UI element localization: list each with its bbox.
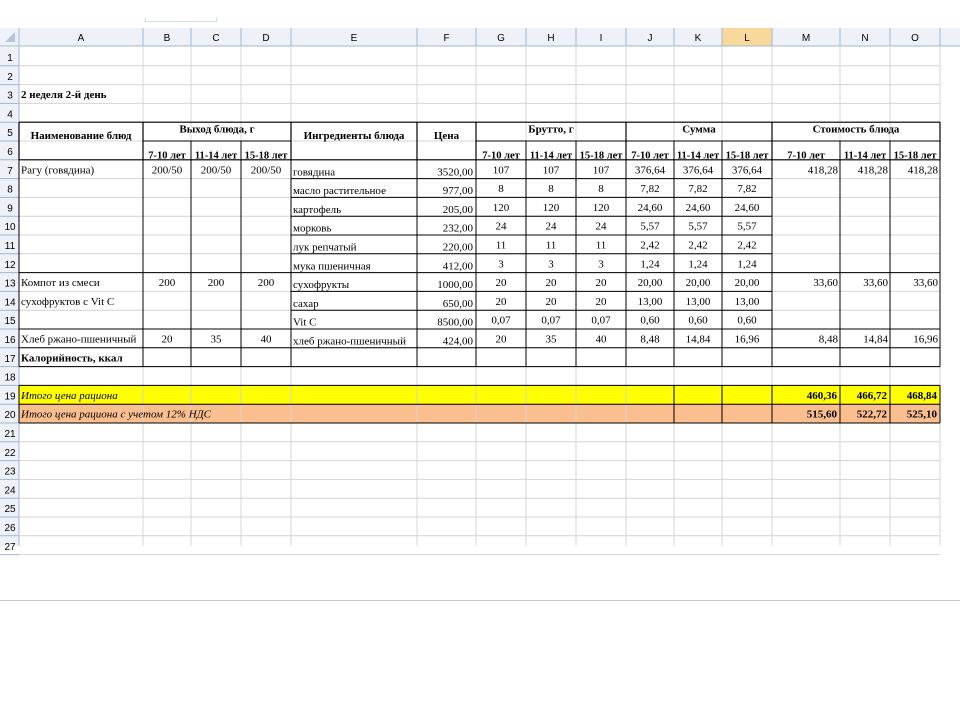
ingredient-gross: 107 xyxy=(542,164,560,177)
row-header-3[interactable]: 3 xyxy=(7,90,13,102)
ingredient-sum: 376,64 xyxy=(682,164,714,177)
row-header-11[interactable]: 11 xyxy=(4,241,16,252)
header-age-group: 15-18 лет xyxy=(725,150,769,162)
ingredient-sum: 7,82 xyxy=(640,183,660,196)
row-header-17[interactable]: 17 xyxy=(4,353,16,365)
ingredient-sum: 8,48 xyxy=(640,333,660,346)
column-header-D[interactable]: D xyxy=(262,33,270,44)
dish-yield: 200/50 xyxy=(200,164,232,177)
ingredient-gross: 20 xyxy=(545,277,557,290)
row-header-9[interactable]: 9 xyxy=(7,203,13,215)
ingredient-sum: 20,00 xyxy=(734,277,760,290)
ingredient-name: сахар xyxy=(293,297,319,310)
total-value: 468,84 xyxy=(906,389,937,402)
row-header-19[interactable]: 19 xyxy=(4,391,16,403)
header-age-group: 7-10 лет xyxy=(787,150,825,162)
row-header-4[interactable]: 4 xyxy=(7,109,13,121)
ingredient-price: 205,00 xyxy=(442,203,473,216)
header-age-group: 11-14 лет xyxy=(529,150,573,162)
dish-cost: 8,48 xyxy=(818,333,838,346)
column-header-H[interactable]: H xyxy=(547,33,555,44)
ingredient-gross: 0,07 xyxy=(591,314,611,327)
ingredient-price: 977,00 xyxy=(442,185,473,198)
column-header-M[interactable]: M xyxy=(801,33,811,44)
ingredient-sum: 13,00 xyxy=(734,295,760,308)
ingredient-gross: 20 xyxy=(495,295,507,308)
row-header-8[interactable]: 8 xyxy=(7,184,13,196)
dish-cost: 33,60 xyxy=(913,277,938,290)
header-age-group: 15-18 лет xyxy=(893,150,937,162)
row-header-20[interactable]: 20 xyxy=(4,410,16,422)
ingredient-gross: 20 xyxy=(495,333,507,346)
ingredient-gross: 11 xyxy=(595,239,607,252)
header-age-group: 7-10 лет xyxy=(631,150,669,162)
calories-label: Калорийность, ккал xyxy=(21,352,123,365)
ingredient-sum: 376,64 xyxy=(731,164,763,177)
header-dish-cost: Стоимость блюда xyxy=(812,123,900,136)
ingredient-sum: 16,96 xyxy=(734,333,760,346)
header-gross: Брутто, г xyxy=(528,123,574,136)
column-header-I[interactable]: I xyxy=(599,33,603,44)
row-header-22[interactable]: 22 xyxy=(4,447,16,459)
column-header-K[interactable]: K xyxy=(694,33,702,44)
ingredient-gross: 120 xyxy=(592,201,610,214)
ingredient-gross: 120 xyxy=(492,201,510,214)
header-sum: Сумма xyxy=(682,123,716,136)
dish-cost: 16,96 xyxy=(913,333,938,346)
ingredient-gross: 24 xyxy=(595,220,607,233)
ingredient-price: 220,00 xyxy=(442,241,473,254)
ingredient-gross: 20 xyxy=(495,277,507,290)
ingredient-sum: 2,42 xyxy=(737,239,757,252)
total-vat-value: 515,60 xyxy=(806,408,837,421)
row-header-14[interactable]: 14 xyxy=(4,297,16,309)
dish-cost: 33,60 xyxy=(813,277,838,290)
column-header-B[interactable]: B xyxy=(163,33,171,44)
ingredient-sum: 24,60 xyxy=(734,201,760,214)
total-vat-value: 522,72 xyxy=(856,408,887,421)
ingredient-gross: 3 xyxy=(498,258,504,271)
column-header-F[interactable]: F xyxy=(443,33,450,44)
ingredient-gross: 3 xyxy=(548,258,554,271)
header-price: Цена xyxy=(433,130,460,142)
ingredient-name: хлеб ржано-пшеничный xyxy=(293,335,406,348)
ingredient-sum: 20,00 xyxy=(637,277,663,290)
ingredient-price: 232,00 xyxy=(442,222,473,235)
column-header-O[interactable]: O xyxy=(911,33,919,44)
row-header-1[interactable]: 1 xyxy=(7,53,13,64)
row-header-25[interactable]: 25 xyxy=(4,504,16,516)
row-header-10[interactable]: 10 xyxy=(4,222,16,234)
row-header-12[interactable]: 12 xyxy=(4,259,16,271)
dish-yield: 200 xyxy=(207,277,225,290)
ingredient-sum: 1,24 xyxy=(688,258,708,271)
ingredient-sum: 7,82 xyxy=(737,183,757,196)
dish-yield: 35 xyxy=(210,333,222,346)
sheet-title: 2 неделя 2-й день xyxy=(21,89,107,102)
dish-name: Хлеб ржано-пшеничный xyxy=(21,333,137,346)
dish-cost: 418,28 xyxy=(807,164,838,177)
total-value: 460,36 xyxy=(806,389,837,402)
ingredient-name: масло растительное xyxy=(293,185,386,198)
total-value: 466,72 xyxy=(856,389,887,402)
row-header-21[interactable]: 21 xyxy=(4,429,16,440)
header-age-group: 11-14 лет xyxy=(843,150,887,162)
dish-cost: 33,60 xyxy=(863,277,888,290)
dish-yield: 200/50 xyxy=(151,164,183,177)
ingredient-gross: 8 xyxy=(548,183,554,196)
header-dish-name: Наименование блюд xyxy=(30,130,132,142)
ingredient-gross: 24 xyxy=(495,220,507,233)
row-header-7[interactable]: 7 xyxy=(7,165,13,177)
ingredient-sum: 13,00 xyxy=(637,295,663,308)
ingredient-sum: 5,57 xyxy=(640,220,660,233)
row-header-18[interactable]: 18 xyxy=(4,372,16,384)
ingredient-gross: 107 xyxy=(492,164,510,177)
ingredient-sum: 24,60 xyxy=(685,201,711,214)
dish-cost: 418,28 xyxy=(907,164,938,177)
row-header-13[interactable]: 13 xyxy=(4,278,16,290)
column-header-N[interactable]: N xyxy=(861,33,869,44)
row-header-27[interactable]: 27 xyxy=(4,541,16,553)
dish-yield: 200 xyxy=(158,277,176,290)
ingredient-price: 8500,00 xyxy=(437,316,473,329)
ingredient-name: говядина xyxy=(293,166,336,179)
row-header-16[interactable]: 16 xyxy=(4,335,16,346)
ingredient-gross: 24 xyxy=(545,220,557,233)
ingredient-sum: 7,82 xyxy=(688,183,708,196)
total-vat-label: Итого цена рациона с учетом 12% НДС xyxy=(21,408,211,421)
row-header-5[interactable]: 5 xyxy=(7,128,13,140)
ingredient-sum: 0,60 xyxy=(737,314,757,327)
ingredient-sum: 1,24 xyxy=(737,258,757,271)
column-header-A[interactable]: A xyxy=(77,33,85,44)
ingredient-gross: 3 xyxy=(598,258,604,271)
ingredient-price: 412,00 xyxy=(442,260,473,273)
ingredient-sum: 5,57 xyxy=(737,220,757,233)
dish-name: сухофруктов с Vit C xyxy=(21,295,115,308)
ingredient-sum: 14,84 xyxy=(685,333,711,346)
ingredient-sum: 2,42 xyxy=(640,239,660,252)
dish-yield: 40 xyxy=(260,333,272,346)
ingredient-sum: 2,42 xyxy=(688,239,708,252)
dish-cost: 418,28 xyxy=(857,164,888,177)
header-age-group: 7-10 лет xyxy=(148,150,186,162)
ingredient-sum: 0,60 xyxy=(688,314,708,327)
ingredient-gross: 20 xyxy=(595,277,607,290)
header-yield: Выход блюда, г xyxy=(179,123,255,136)
ingredient-gross: 35 xyxy=(545,333,557,346)
column-header-J[interactable]: J xyxy=(647,33,653,44)
dish-yield: 200 xyxy=(257,277,275,290)
ingredient-sum: 1,24 xyxy=(640,258,660,271)
ingredient-gross: 11 xyxy=(545,239,557,252)
header-age-group: 7-10 лет xyxy=(482,150,520,162)
ingredient-sum: 20,00 xyxy=(685,277,711,290)
row-header-24[interactable]: 24 xyxy=(4,485,16,497)
sheet-bottom-edge xyxy=(0,600,960,601)
column-header-C[interactable]: C xyxy=(212,33,220,44)
ingredient-gross: 0,07 xyxy=(491,314,511,327)
ingredient-sum: 0,60 xyxy=(640,314,660,327)
ingredient-sum: 376,64 xyxy=(634,164,666,177)
header-age-group: 15-18 лет xyxy=(244,150,288,162)
ingredient-price: 3520,00 xyxy=(437,166,473,179)
ingredient-price: 424,00 xyxy=(442,335,473,348)
ingredient-price: 1000,00 xyxy=(437,279,473,292)
header-age-group: 15-18 лет xyxy=(579,150,623,162)
column-header-E[interactable]: E xyxy=(350,33,358,44)
ingredient-gross: 40 xyxy=(595,333,607,346)
ingredient-name: сухофрукты xyxy=(293,279,350,292)
ingredient-price: 650,00 xyxy=(442,297,473,310)
ingredient-gross: 8 xyxy=(598,183,604,196)
ingredient-gross: 20 xyxy=(545,295,557,308)
ingredient-gross: 11 xyxy=(495,239,507,252)
ingredient-gross: 120 xyxy=(542,201,560,214)
column-header-bar xyxy=(0,28,960,46)
ingredient-name: морковь xyxy=(293,222,332,235)
header-ingredients: Ингредиенты блюда xyxy=(303,130,405,142)
total-vat-value: 525,10 xyxy=(906,408,937,421)
dish-name: Рагу (говядина) xyxy=(21,164,95,177)
ingredient-gross: 20 xyxy=(595,295,607,308)
ingredient-name: Vit C xyxy=(293,316,317,329)
ingredient-gross: 8 xyxy=(498,183,504,196)
ingredient-sum: 13,00 xyxy=(685,295,711,308)
ingredient-name: картофель xyxy=(293,203,342,216)
header-age-group: 11-14 лет xyxy=(194,150,238,162)
ingredient-sum: 5,57 xyxy=(688,220,708,233)
dish-yield: 200/50 xyxy=(250,164,282,177)
row-header-23[interactable]: 23 xyxy=(4,466,16,478)
column-header-G[interactable]: G xyxy=(497,33,505,44)
total-label: Итого цена рациона xyxy=(21,389,118,402)
dish-yield: 20 xyxy=(161,333,173,346)
ingredient-name: мука пшеничная xyxy=(293,260,371,273)
header-age-group: 11-14 лет xyxy=(676,150,720,162)
column-header-L[interactable]: L xyxy=(744,33,750,44)
row-header-15[interactable]: 15 xyxy=(4,316,16,328)
row-header-6[interactable]: 6 xyxy=(7,147,13,158)
dish-name: Компот из смеси xyxy=(21,277,100,290)
row-header-2[interactable]: 2 xyxy=(7,71,13,83)
ingredient-name: лук репчатый xyxy=(293,241,357,254)
dish-cost: 14,84 xyxy=(863,333,888,346)
ingredient-gross: 0,07 xyxy=(541,314,561,327)
ingredient-sum: 24,60 xyxy=(637,201,663,214)
total-row-highlight xyxy=(19,385,940,404)
ingredient-gross: 107 xyxy=(592,164,610,177)
row-header-26[interactable]: 26 xyxy=(4,523,16,534)
